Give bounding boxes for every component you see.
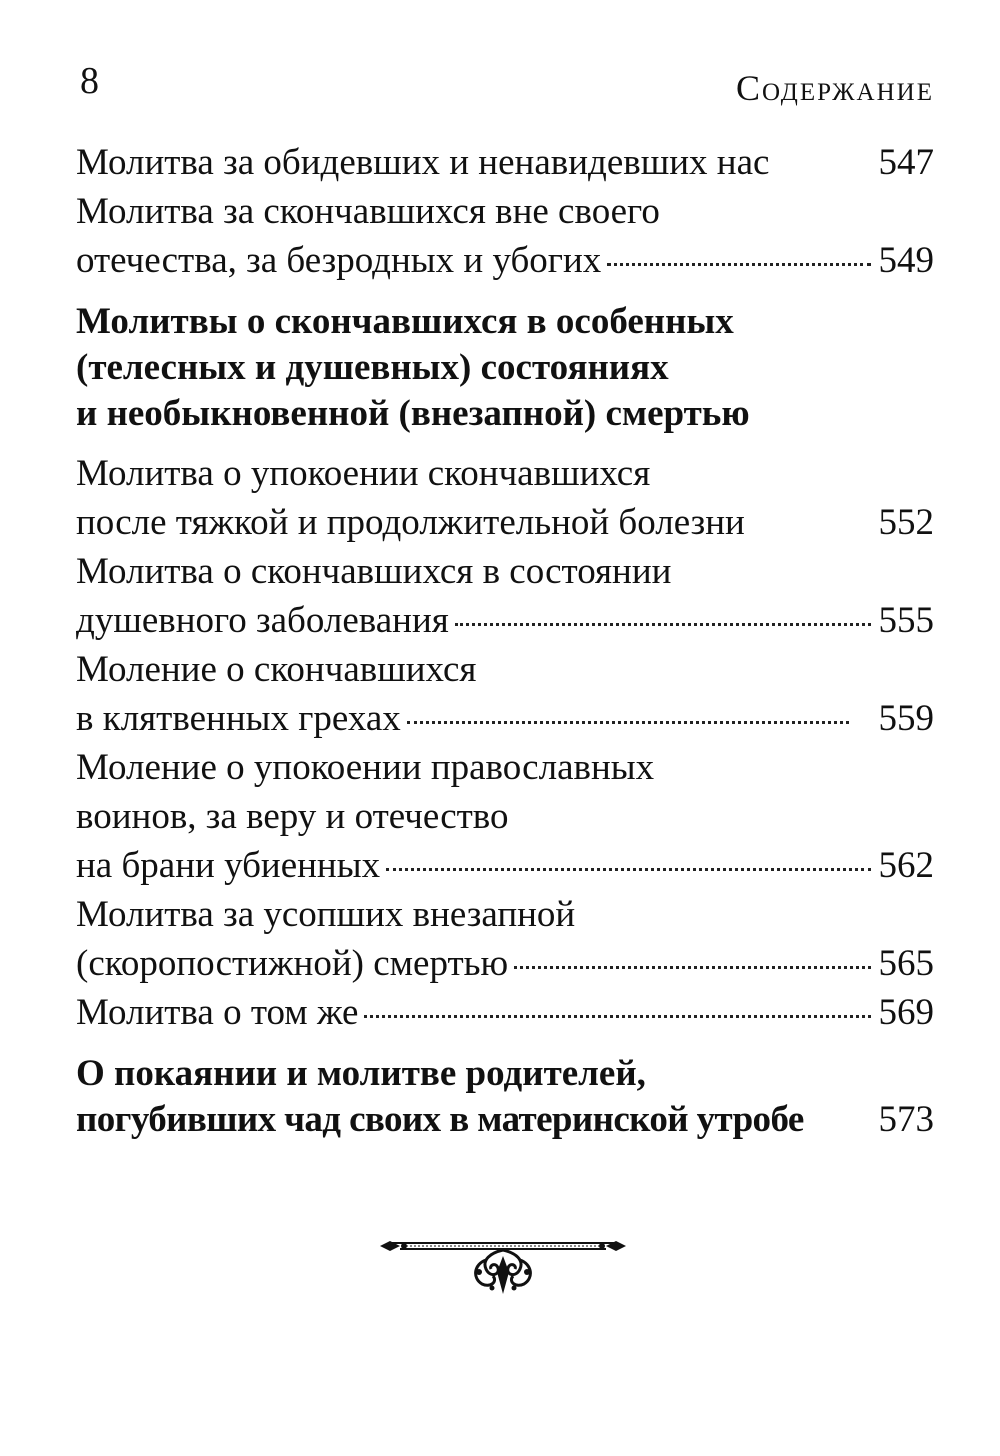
running-head: Содержание xyxy=(735,68,934,108)
toc-page-number: 565 xyxy=(878,943,934,984)
dot-leader xyxy=(514,966,870,969)
toc-entry-title: Молитва о скончавшихся в состоянии xyxy=(76,551,672,592)
toc-section-heading[interactable] xyxy=(76,299,934,437)
toc-entry-title: Моление о скончавшихся xyxy=(76,649,477,690)
ornament-divider xyxy=(378,1222,628,1298)
toc-page-number: 559 xyxy=(878,698,934,739)
toc-entry[interactable] xyxy=(76,743,934,890)
toc-page-number: 555 xyxy=(878,600,934,641)
toc-entry-title: воинов, за веру и отечество xyxy=(76,796,509,837)
toc-entry-title: Молитва за скончавшихся вне своего xyxy=(76,191,660,232)
toc-entry-title: (скоропостижной) смертью xyxy=(76,943,509,984)
dot-leader xyxy=(607,263,870,266)
toc-page-number: 569 xyxy=(878,992,934,1033)
toc-entry-title: Молитва о упокоении скончавшихся xyxy=(76,453,651,494)
toc-entry[interactable] xyxy=(76,138,934,187)
toc-section-heading[interactable] xyxy=(76,1051,934,1143)
dot-leader xyxy=(364,1015,870,1018)
table-of-contents xyxy=(76,138,934,1155)
dot-leader xyxy=(386,868,870,871)
toc-entry-title: после тяжкой и продолжительной болезни xyxy=(76,502,745,543)
toc-page-number: 562 xyxy=(878,845,934,886)
toc-page-number: 552 xyxy=(878,502,934,543)
toc-entry[interactable] xyxy=(76,187,934,285)
toc-entry-title: Молитва за усопших внезапной xyxy=(76,894,576,935)
toc-entry-title: Моление о упокоении православных xyxy=(76,747,655,788)
toc-entry-title: Молитва о том же xyxy=(76,992,359,1033)
dot-leader xyxy=(455,623,871,626)
toc-page-number: 547 xyxy=(878,142,934,183)
toc-entry[interactable] xyxy=(76,890,934,988)
section-heading-line: (телесных и душевных) состояниях xyxy=(76,347,669,388)
section-heading-line: погубивших чад своих в материнской утробе xyxy=(76,1099,804,1140)
toc-entry[interactable] xyxy=(76,547,934,645)
toc-entry[interactable] xyxy=(76,449,934,547)
section-heading-line: Молитвы о скончавшихся в особенных xyxy=(76,301,734,342)
toc-page-number: 549 xyxy=(878,240,934,281)
toc-entry-title: Молитва за обидевших и ненавидевших нас xyxy=(76,142,770,183)
toc-entry[interactable] xyxy=(76,988,934,1037)
section-heading-line: О покаянии и молитве родителей, xyxy=(76,1053,646,1094)
toc-entry[interactable] xyxy=(76,645,934,743)
toc-entry-title: на брани убиенных xyxy=(76,845,381,886)
section-heading-line: и необыкновенной (внезапной) смертью xyxy=(76,393,750,434)
toc-entry-title: душевного заболевания xyxy=(76,600,449,641)
page-number: 8 xyxy=(80,60,99,102)
toc-page-number: 573 xyxy=(878,1099,934,1140)
toc-entry-title: в клятвенных грехах xyxy=(76,698,401,739)
toc-entry-title: отечества, за безродных и убогих xyxy=(76,240,602,281)
dot-leader xyxy=(407,721,849,724)
